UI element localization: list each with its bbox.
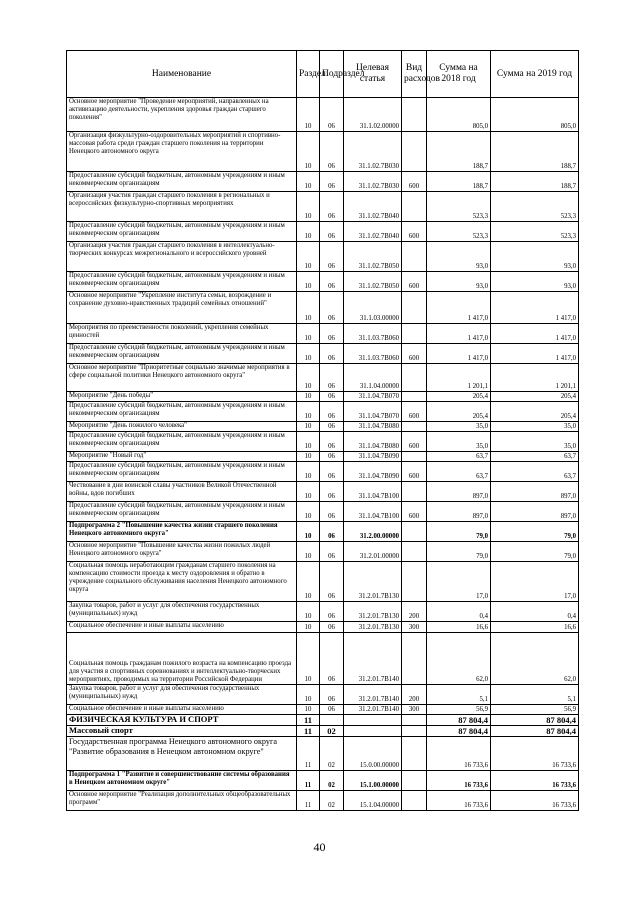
header-podrazdel: Подраздел	[320, 51, 344, 98]
cell-expense-type	[402, 791, 427, 811]
cell-name: Социальное обеспечение и иные выплаты населению	[67, 705, 297, 715]
cell-name: Предоставление субсидий бюджетным, автономным учреждениям и иным некоммерческим организациям	[67, 172, 297, 192]
cell-name: Основное мероприятие "Укрепление института семьи, возрождение и сохранение духовно-нравственных традиций семейных отношений"	[67, 292, 297, 324]
cell-podrazdel: 06	[320, 98, 344, 132]
cell-sum-2019: 16,6	[491, 622, 579, 633]
cell-target-article: 31.1.04.7B070	[344, 402, 402, 422]
cell-name: Социальное обеспечение и иные выплаты населению	[67, 622, 297, 633]
cell-sum-2018: 16 733,6	[427, 737, 491, 771]
cell-expense-type	[402, 452, 427, 462]
cell-target-article: 31.1.04.00000	[344, 364, 402, 392]
table-row	[67, 522, 579, 542]
cell-expense-type: 600	[402, 402, 427, 422]
cell-podrazdel: 06	[320, 222, 344, 242]
cell-sum-2018: 79,0	[427, 542, 491, 562]
cell-name: Государственная программа Ненецкого автономного округа "Развитие образования в Ненецком автономном округе"	[67, 737, 297, 771]
table-row	[67, 462, 579, 482]
table-row	[67, 292, 579, 324]
cell-podrazdel: 06	[320, 132, 344, 172]
cell-sum-2019: 16 733,6	[491, 737, 579, 771]
cell-target-article: 31.1.03.7B060	[344, 344, 402, 364]
cell-razdel: 10	[297, 622, 320, 633]
cell-razdel: 11	[297, 791, 320, 811]
cell-expense-type: 200	[402, 602, 427, 622]
cell-target-article: 31.1.02.7B050	[344, 242, 402, 272]
cell-target-article	[344, 715, 402, 726]
cell-sum-2018: 16 733,6	[427, 791, 491, 811]
cell-sum-2019: 93,0	[491, 242, 579, 272]
cell-sum-2018: 5,1	[427, 685, 491, 705]
table-row	[67, 542, 579, 562]
cell-razdel: 10	[297, 522, 320, 542]
table-row	[67, 502, 579, 522]
table-row	[67, 452, 579, 462]
cell-sum-2019: 35,0	[491, 432, 579, 452]
cell-podrazdel: 06	[320, 172, 344, 192]
cell-target-article: 31.2.01.7B140	[344, 685, 402, 705]
cell-target-article: 31.1.02.7B050	[344, 272, 402, 292]
table-row	[67, 432, 579, 452]
cell-name: Организация физкультурно-оздоровительных мероприятий и спортивно-массовая работа среди граждан старшего поколения на территории Ненецкого автономного округа	[67, 132, 297, 172]
cell-razdel: 10	[297, 242, 320, 272]
cell-name: Подпрограмма 2 "Повышение качества жизни старшего поколения Ненецкого автономного округа"	[67, 522, 297, 542]
cell-razdel: 10	[297, 222, 320, 242]
cell-sum-2018: 0,4	[427, 602, 491, 622]
cell-name: Подпрограмма 1 "Развитие и совершенствование системы образования в Ненецком автономном округе"	[67, 771, 297, 791]
cell-razdel: 10	[297, 192, 320, 222]
cell-target-article: 31.2.01.7B130	[344, 602, 402, 622]
cell-name: Предоставление субсидий бюджетным, автономным учреждениям и иным некоммерческим организациям	[67, 462, 297, 482]
cell-razdel: 10	[297, 633, 320, 685]
cell-razdel: 10	[297, 292, 320, 324]
cell-target-article: 31.2.01.7B130	[344, 622, 402, 633]
cell-expense-type	[402, 482, 427, 502]
cell-name: Предоставление субсидий бюджетным, автономным учреждениям и иным некоммерческим организациям	[67, 402, 297, 422]
cell-podrazdel: 06	[320, 452, 344, 462]
cell-target-article: 15.0.00.00000	[344, 737, 402, 771]
cell-podrazdel: 06	[320, 542, 344, 562]
cell-sum-2019: 79,0	[491, 542, 579, 562]
cell-razdel: 10	[297, 432, 320, 452]
cell-razdel: 10	[297, 602, 320, 622]
budget-table	[66, 50, 579, 811]
cell-name: Предоставление субсидий бюджетным, автономным учреждениям и иным некоммерческим организациям	[67, 502, 297, 522]
cell-podrazdel: 02	[320, 737, 344, 771]
cell-razdel: 10	[297, 132, 320, 172]
cell-sum-2019: 205,4	[491, 402, 579, 422]
cell-sum-2018: 63,7	[427, 462, 491, 482]
cell-expense-type	[402, 542, 427, 562]
cell-target-article: 31.2.01.7B130	[344, 562, 402, 602]
cell-podrazdel: 06	[320, 502, 344, 522]
cell-podrazdel	[320, 715, 344, 726]
cell-podrazdel: 06	[320, 633, 344, 685]
cell-expense-type	[402, 364, 427, 392]
cell-sum-2018: 205,4	[427, 392, 491, 402]
table-row	[67, 726, 579, 737]
table-row	[67, 562, 579, 602]
cell-target-article: 31.2.01.7B140	[344, 633, 402, 685]
cell-sum-2018: 63,7	[427, 452, 491, 462]
cell-name: Чествование в дни воинской славы участников Великой Отечественной войны, вдов погибших	[67, 482, 297, 502]
cell-name: Предоставление субсидий бюджетным, автономным учреждениям и иным некоммерческим организациям	[67, 272, 297, 292]
cell-target-article: 31.1.04.7B100	[344, 482, 402, 502]
cell-expense-type: 600	[402, 462, 427, 482]
cell-sum-2019: 16 733,6	[491, 771, 579, 791]
cell-target-article: 31.2.00.00000	[344, 522, 402, 542]
cell-sum-2018: 1 417,0	[427, 344, 491, 364]
cell-sum-2018: 35,0	[427, 432, 491, 452]
cell-name: Предоставление субсидий бюджетным, автономным учреждениям и иным некоммерческим организациям	[67, 432, 297, 452]
cell-sum-2018: 16,6	[427, 622, 491, 633]
cell-podrazdel: 06	[320, 192, 344, 222]
cell-razdel: 10	[297, 685, 320, 705]
table-row	[67, 272, 579, 292]
cell-sum-2018: 188,7	[427, 172, 491, 192]
cell-podrazdel: 06	[320, 432, 344, 452]
cell-razdel: 10	[297, 705, 320, 715]
cell-sum-2018: 897,0	[427, 482, 491, 502]
cell-sum-2018: 523,3	[427, 192, 491, 222]
cell-expense-type: 600	[402, 172, 427, 192]
cell-razdel: 11	[297, 771, 320, 791]
header-razdel: Раздел	[297, 51, 320, 98]
header-name: Наименование	[67, 51, 297, 98]
cell-sum-2018: 805,0	[427, 98, 491, 132]
cell-name: Социальная помощь гражданам пожилого возраста на компенсацию проезда для участия в спортивных соревнованиях и интеллектуально-творческих мероприятиях, проводимых на территории Российской Федерации	[67, 633, 297, 685]
cell-name: Организация участия граждан старшего поколения в региональных и всероссийских физкультурно-спортивных мероприятиях	[67, 192, 297, 222]
cell-sum-2018: 205,4	[427, 402, 491, 422]
cell-sum-2019: 16 733,6	[491, 791, 579, 811]
cell-sum-2019: 1 417,0	[491, 292, 579, 324]
cell-podrazdel: 02	[320, 726, 344, 737]
cell-sum-2019: 523,3	[491, 222, 579, 242]
cell-expense-type	[402, 392, 427, 402]
cell-sum-2019: 35,0	[491, 422, 579, 432]
cell-razdel: 10	[297, 172, 320, 192]
cell-expense-type: 600	[402, 222, 427, 242]
cell-razdel: 10	[297, 422, 320, 432]
table-row	[67, 771, 579, 791]
cell-target-article: 31.1.02.7B030	[344, 132, 402, 172]
cell-razdel: 10	[297, 482, 320, 502]
cell-sum-2018: 93,0	[427, 242, 491, 272]
cell-sum-2018: 79,0	[427, 522, 491, 542]
cell-sum-2019: 188,7	[491, 172, 579, 192]
cell-expense-type	[402, 422, 427, 432]
table-row	[67, 364, 579, 392]
cell-podrazdel: 06	[320, 522, 344, 542]
cell-sum-2018: 35,0	[427, 422, 491, 432]
cell-razdel: 10	[297, 324, 320, 344]
cell-razdel: 11	[297, 726, 320, 737]
cell-sum-2019: 1 417,0	[491, 324, 579, 344]
cell-sum-2019: 87 804,4	[491, 715, 579, 726]
cell-expense-type	[402, 192, 427, 222]
table-row	[67, 392, 579, 402]
cell-podrazdel: 06	[320, 344, 344, 364]
cell-expense-type: 600	[402, 432, 427, 452]
cell-sum-2019: 62,0	[491, 633, 579, 685]
cell-sum-2019: 63,7	[491, 462, 579, 482]
cell-razdel: 10	[297, 452, 320, 462]
cell-name: Мероприятие "Новый год"	[67, 452, 297, 462]
cell-sum-2019: 805,0	[491, 98, 579, 132]
table-row	[67, 685, 579, 705]
cell-sum-2019: 17,0	[491, 562, 579, 602]
table-row	[67, 602, 579, 622]
cell-expense-type	[402, 726, 427, 737]
cell-sum-2018: 1 417,0	[427, 324, 491, 344]
cell-expense-type: 600	[402, 502, 427, 522]
cell-podrazdel: 02	[320, 771, 344, 791]
cell-podrazdel: 06	[320, 562, 344, 602]
cell-expense-type	[402, 737, 427, 771]
cell-podrazdel: 06	[320, 705, 344, 715]
cell-name: Организация участия граждан старшего поколения в интеллектуально-творческих конкурсах межрегионального и всероссийского уровней	[67, 242, 297, 272]
cell-target-article: 31.1.04.7B080	[344, 422, 402, 432]
cell-razdel: 10	[297, 392, 320, 402]
cell-sum-2019: 897,0	[491, 502, 579, 522]
header-expense-type: Вид расходов	[402, 51, 427, 98]
cell-podrazdel: 06	[320, 324, 344, 344]
cell-sum-2018: 897,0	[427, 502, 491, 522]
table-row	[67, 172, 579, 192]
table-header-row	[67, 51, 579, 98]
cell-target-article: 31.1.02.7B040	[344, 192, 402, 222]
table-row	[67, 98, 579, 132]
cell-target-article: 31.1.04.7B090	[344, 462, 402, 482]
cell-podrazdel: 06	[320, 402, 344, 422]
table-row	[67, 344, 579, 364]
table-row	[67, 192, 579, 222]
cell-sum-2018: 87 804,4	[427, 726, 491, 737]
cell-name: ФИЗИЧЕСКАЯ КУЛЬТУРА И СПОРТ	[67, 715, 297, 726]
cell-razdel: 11	[297, 715, 320, 726]
cell-target-article: 31.1.02.7B040	[344, 222, 402, 242]
cell-sum-2018: 17,0	[427, 562, 491, 602]
cell-sum-2018: 93,0	[427, 272, 491, 292]
cell-sum-2018: 1 201,1	[427, 364, 491, 392]
cell-sum-2018: 87 804,4	[427, 715, 491, 726]
cell-sum-2019: 523,3	[491, 192, 579, 222]
cell-target-article: 31.2.01.00000	[344, 542, 402, 562]
cell-podrazdel: 06	[320, 242, 344, 272]
cell-razdel: 10	[297, 98, 320, 132]
cell-podrazdel: 06	[320, 622, 344, 633]
cell-name: Предоставление субсидий бюджетным, автономным учреждениям и иным некоммерческим организациям	[67, 344, 297, 364]
table-row	[67, 222, 579, 242]
cell-target-article: 31.1.02.00000	[344, 98, 402, 132]
cell-name: Основное мероприятие "Повышение качества жизни пожилых людей Ненецкого автономного округа"	[67, 542, 297, 562]
cell-target-article: 31.1.04.7B090	[344, 452, 402, 462]
cell-sum-2019: 1 417,0	[491, 344, 579, 364]
cell-name: Закупка товаров, работ и услуг для обеспечения государственных (муниципальных) нужд	[67, 685, 297, 705]
cell-razdel: 10	[297, 344, 320, 364]
cell-podrazdel: 02	[320, 791, 344, 811]
table-row	[67, 622, 579, 633]
cell-expense-type	[402, 98, 427, 132]
cell-expense-type	[402, 715, 427, 726]
cell-sum-2019: 205,4	[491, 392, 579, 402]
cell-razdel: 10	[297, 562, 320, 602]
cell-expense-type	[402, 522, 427, 542]
cell-sum-2019: 1 201,1	[491, 364, 579, 392]
table-row	[67, 633, 579, 685]
cell-name: Закупка товаров, работ и услуг для обеспечения государственных (муниципальных) нужд	[67, 602, 297, 622]
cell-name: Основное мероприятие "Проведение мероприятий, направленных на активизацию деятельности, укрепления здоровья граждан старшего поколения"	[67, 98, 297, 132]
cell-razdel: 10	[297, 502, 320, 522]
cell-expense-type	[402, 292, 427, 324]
cell-target-article: 15.1.04.00000	[344, 791, 402, 811]
cell-name: Мероприятие "День победы"	[67, 392, 297, 402]
cell-sum-2018: 62,0	[427, 633, 491, 685]
cell-sum-2019: 79,0	[491, 522, 579, 542]
cell-target-article	[344, 726, 402, 737]
cell-target-article: 31.1.03.7B060	[344, 324, 402, 344]
cell-sum-2019: 5,1	[491, 685, 579, 705]
cell-razdel: 10	[297, 364, 320, 392]
cell-expense-type: 200	[402, 685, 427, 705]
cell-sum-2018: 1 417,0	[427, 292, 491, 324]
cell-expense-type	[402, 132, 427, 172]
cell-expense-type: 600	[402, 272, 427, 292]
cell-expense-type	[402, 633, 427, 685]
cell-target-article: 31.2.01.7B140	[344, 705, 402, 715]
cell-sum-2018: 16 733,6	[427, 771, 491, 791]
cell-podrazdel: 06	[320, 482, 344, 502]
cell-sum-2019: 897,0	[491, 482, 579, 502]
cell-sum-2019: 188,7	[491, 132, 579, 172]
table-row	[67, 402, 579, 422]
cell-name: Основное мероприятие "Реализация дополнительных общеобразовательных программ"	[67, 791, 297, 811]
cell-podrazdel: 06	[320, 685, 344, 705]
cell-name: Предоставление субсидий бюджетным, автономным учреждениям и иным некоммерческим организациям	[67, 222, 297, 242]
cell-sum-2019: 93,0	[491, 272, 579, 292]
cell-podrazdel: 06	[320, 422, 344, 432]
table-row	[67, 324, 579, 344]
table-row	[67, 242, 579, 272]
cell-sum-2018: 188,7	[427, 132, 491, 172]
cell-razdel: 10	[297, 402, 320, 422]
cell-expense-type	[402, 324, 427, 344]
cell-podrazdel: 06	[320, 292, 344, 324]
cell-name: Массовый спорт	[67, 726, 297, 737]
table-row	[67, 715, 579, 726]
cell-sum-2019: 63,7	[491, 452, 579, 462]
table-row	[67, 422, 579, 432]
page-number: 40	[313, 840, 326, 854]
cell-razdel: 11	[297, 737, 320, 771]
cell-target-article: 31.1.04.7B100	[344, 502, 402, 522]
cell-target-article: 31.1.04.7B070	[344, 392, 402, 402]
cell-expense-type	[402, 242, 427, 272]
header-target-article: Целевая статья	[344, 51, 402, 98]
cell-sum-2019: 56,9	[491, 705, 579, 715]
cell-target-article: 31.1.04.7B080	[344, 432, 402, 452]
header-sum-2018: Сумма на 2018 год	[427, 51, 491, 98]
table-row	[67, 791, 579, 811]
cell-expense-type: 600	[402, 344, 427, 364]
cell-podrazdel: 06	[320, 602, 344, 622]
table-row	[67, 132, 579, 172]
cell-podrazdel: 06	[320, 272, 344, 292]
budget-table-container	[66, 50, 579, 811]
cell-razdel: 10	[297, 462, 320, 482]
cell-razdel: 10	[297, 272, 320, 292]
cell-sum-2018: 56,9	[427, 705, 491, 715]
cell-sum-2019: 87 804,4	[491, 726, 579, 737]
table-row	[67, 482, 579, 502]
cell-podrazdel: 06	[320, 364, 344, 392]
table-row	[67, 705, 579, 715]
cell-expense-type: 300	[402, 705, 427, 715]
cell-sum-2019: 0,4	[491, 602, 579, 622]
cell-expense-type	[402, 771, 427, 791]
cell-razdel: 10	[297, 542, 320, 562]
table-body	[67, 98, 579, 811]
cell-name: Основное мероприятие "Приоритетные социально значимые мероприятия в сфере социальной политики Ненецкого автономного округа"	[67, 364, 297, 392]
cell-target-article: 15.1.00.00000	[344, 771, 402, 791]
cell-expense-type	[402, 562, 427, 602]
cell-podrazdel: 06	[320, 462, 344, 482]
cell-expense-type: 300	[402, 622, 427, 633]
cell-sum-2018: 523,3	[427, 222, 491, 242]
cell-name: Мероприятия по преемственности поколений, укрепления семейных ценностей	[67, 324, 297, 344]
cell-name: Мероприятие "День пожилого человека"	[67, 422, 297, 432]
cell-podrazdel: 06	[320, 392, 344, 402]
cell-name: Социальная помощь неработающим гражданам старшего поколения на компенсацию стоимости проезда к месту оздоровления и обратно в учреждение социального обслуживания населения Ненецкого автономного округа	[67, 562, 297, 602]
table-row	[67, 737, 579, 771]
cell-target-article: 31.1.02.7B030	[344, 172, 402, 192]
cell-target-article: 31.1.03.00000	[344, 292, 402, 324]
header-sum-2019: Сумма на 2019 год	[491, 51, 579, 98]
